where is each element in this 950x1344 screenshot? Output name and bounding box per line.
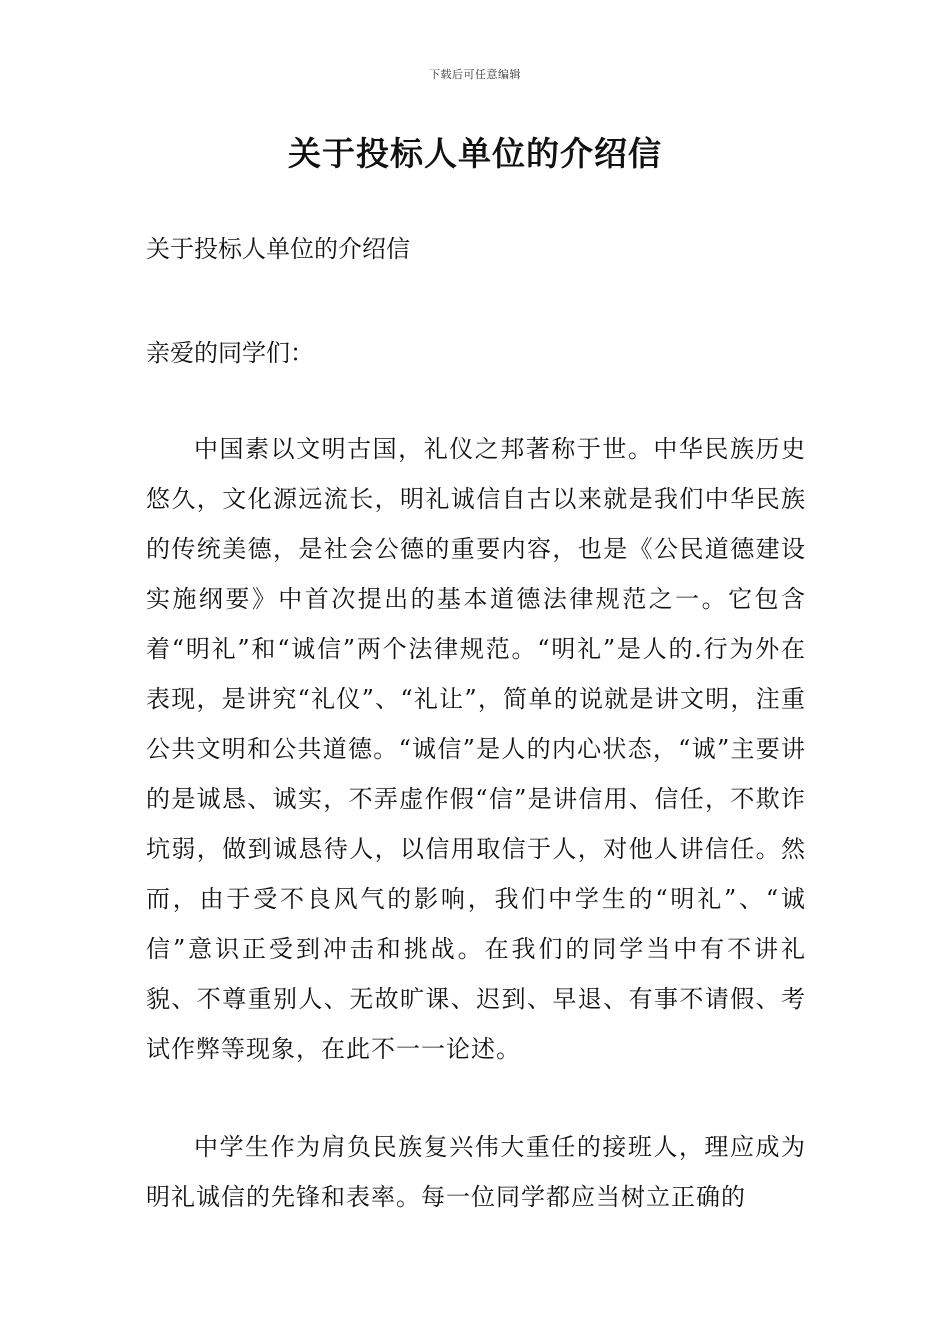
document-subtitle: 关于投标人单位的介绍信 — [146, 235, 410, 263]
body-paragraph-1: 中国素以文明古国，礼仪之邦著称于世。中华民族历史悠久，文化源远流长，明礼诚信自古以来就是我们中华民族的传统美德，是社会公德的重要内容，也是《公民道德建设实施纲要》中首次提出的基本道德法律规范之一。它包含着“明礼”和“诚信”两个法律规范。“明礼”是人的.行为外在表现，是讲究“礼仪”、“礼让”，简单的说就是讲文明，注重公共文明和公共道德。“诚信”是人的内心状态，“诚”主要讲的是诚恳、诚实，不弄虚作假“信”是讲信用、信任，不欺诈坑弱，做到诚恳待人，以信用取信于人，对他人讲信任。然而，由于受不良风气的影响，我们中学生的“明礼”、“诚信”意识正受到冲击和挑战。在我们的同学当中有不讲礼貌、不尊重别人、无故旷课、迟到、早退、有事不请假、考试作弊等现象，在此不一一论述。 — [146, 435, 806, 1063]
document-title: 关于投标人单位的介绍信 — [288, 134, 662, 173]
body-paragraph-2: 中学生作为肩负民族复兴伟大重任的接班人，理应成为明礼诚信的先锋和表率。每一位同学都应当树立正确的 — [146, 1133, 806, 1211]
salutation: 亲爱的同学们： — [146, 339, 314, 367]
header-note: 下载后可任意编辑 — [429, 68, 521, 81]
